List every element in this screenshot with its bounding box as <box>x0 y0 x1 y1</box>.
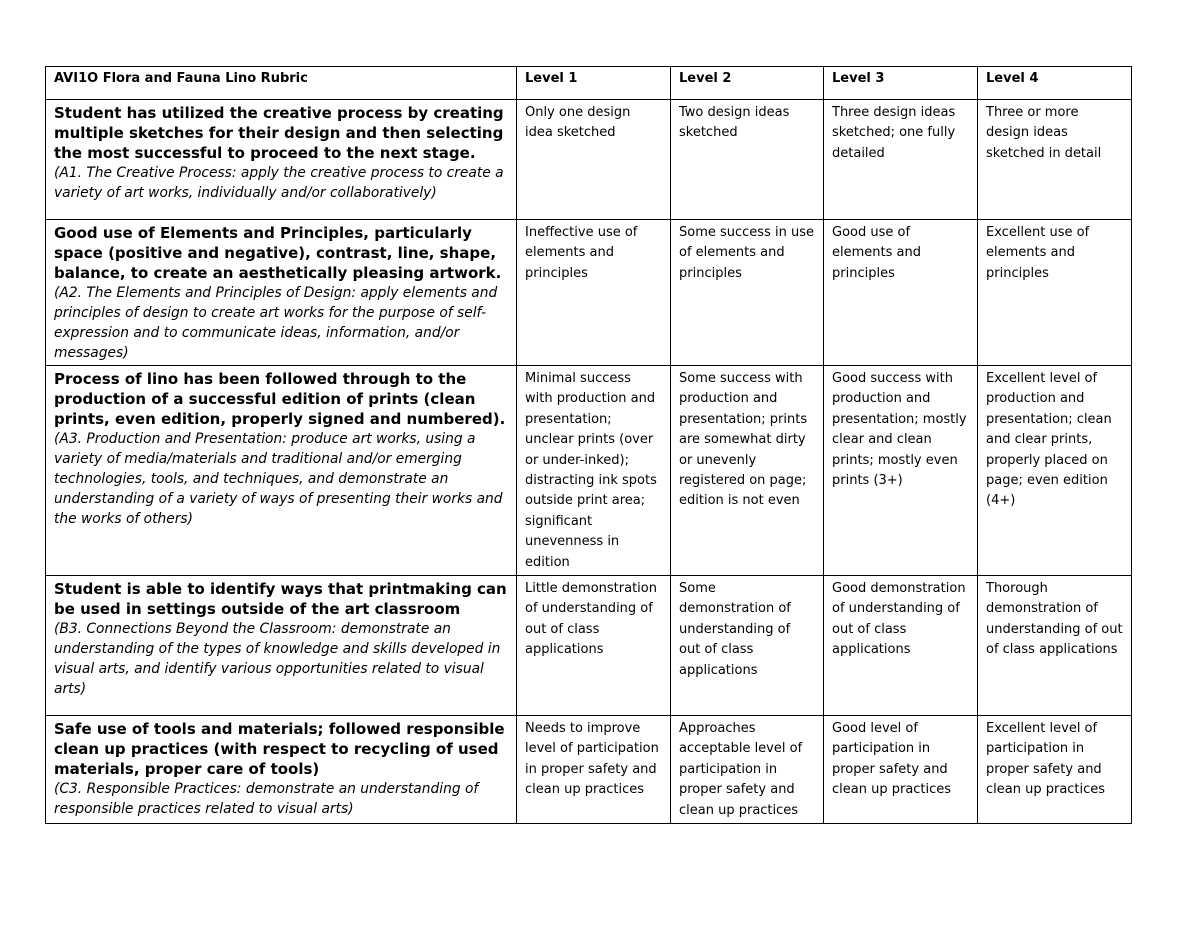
criterion-text: Student is able to identify ways that printmaking can be used in settings outside of the art classroom <box>54 580 507 619</box>
criterion-cell <box>46 100 517 220</box>
level-4-cell: Three or more design ideas sketched in detail <box>978 100 1132 220</box>
level-2-cell: Approaches acceptable level of participation in proper safety and clean up practices <box>671 716 824 824</box>
level-1-cell: Little demonstration of understanding of out of class applications <box>517 576 671 716</box>
criterion-text: Process of lino has been followed through to the production of a successful edition of prints (clean prints, even edition, properly signed and numbered). <box>54 370 506 428</box>
expectation-text: (A2. The Elements and Principles of Design: apply elements and principles of design to create art works for the purpose of self-expression and to communicate ideas, information, and/or messages) <box>54 285 498 361</box>
table-row <box>46 220 1132 366</box>
level-1-header: Level 1 <box>517 67 671 100</box>
table-row <box>46 366 1132 576</box>
table-row <box>46 716 1132 824</box>
level-4-cell: Excellent use of elements and principles <box>978 220 1132 366</box>
criterion-text: Good use of Elements and Principles, particularly space (positive and negative), contrast, line, shape, balance, to create an aesthetically pleasing artwork. <box>54 224 502 282</box>
level-3-cell: Good demonstration of understanding of out of class applications <box>824 576 978 716</box>
level-3-cell: Good success with production and presentation; mostly clear and clean prints; mostly even prints (3+) <box>824 366 978 576</box>
level-3-cell: Good level of participation in proper safety and clean up practices <box>824 716 978 824</box>
level-1-cell: Only one design idea sketched <box>517 100 671 220</box>
level-2-cell: Two design ideas sketched <box>671 100 824 220</box>
criterion-text: Safe use of tools and materials; followed responsible clean up practices (with respect to recycling of used materials, proper care of tools) <box>54 720 505 779</box>
level-1-cell: Ineffective use of elements and principles <box>517 220 671 366</box>
criterion-cell <box>46 366 517 576</box>
expectation-text: (A3. Production and Presentation: produce art works, using a variety of media/materials and traditional and/or emerging technologies, tools, and techniques, and demonstrate an understanding of a variety of ways of presenting their works and the works of others) <box>54 431 503 527</box>
criterion-text: Student has utilized the creative process by creating multiple sketches for their design and then selecting the most successful to proceed to the next stage. <box>54 104 504 162</box>
criterion-cell <box>46 576 517 716</box>
expectation-text: (C3. Responsible Practices: demonstrate an understanding of responsible practices related to visual arts) <box>54 781 479 818</box>
level-3-header: Level 3 <box>824 67 978 100</box>
level-4-cell: Thorough demonstration of understanding of out of class applications <box>978 576 1132 716</box>
expectation-text: (A1. The Creative Process: apply the creative process to create a variety of art works, individually and/or collaboratively) <box>54 165 504 201</box>
rubric-title: AVI1O Flora and Fauna Lino Rubric <box>46 67 517 100</box>
level-2-header: Level 2 <box>671 67 824 100</box>
expectation-text: (B3. Connections Beyond the Classroom: demonstrate an understanding of the types of knowledge and skills developed in visual arts, and identify various opportunities related to visual arts) <box>54 621 501 698</box>
level-1-cell: Minimal success with production and presentation; unclear prints (over or under-inked); distracting ink spots outside print area; significant unevenness in edition <box>517 366 671 576</box>
level-2-cell: Some success in use of elements and principles <box>671 220 824 366</box>
table-row <box>46 100 1132 220</box>
level-2-cell: Some success with production and presentation; prints are somewhat dirty or unevenly registered on page; edition is not even <box>671 366 824 576</box>
level-3-cell: Three design ideas sketched; one fully detailed <box>824 100 978 220</box>
table-row <box>46 576 1132 716</box>
level-2-cell: Some demonstration of understanding of out of class applications <box>671 576 824 716</box>
level-4-cell: Excellent level of production and presentation; clean and clear prints, properly placed on page; even edition (4+) <box>978 366 1132 576</box>
level-3-cell: Good use of elements and principles <box>824 220 978 366</box>
rubric-table <box>45 66 1132 824</box>
level-4-cell: Excellent level of participation in proper safety and clean up practices <box>978 716 1132 824</box>
level-1-cell: Needs to improve level of participation in proper safety and clean up practices <box>517 716 671 824</box>
criterion-cell <box>46 220 517 366</box>
criterion-cell <box>46 716 517 824</box>
header-row <box>46 67 1132 100</box>
level-4-header: Level 4 <box>978 67 1132 100</box>
